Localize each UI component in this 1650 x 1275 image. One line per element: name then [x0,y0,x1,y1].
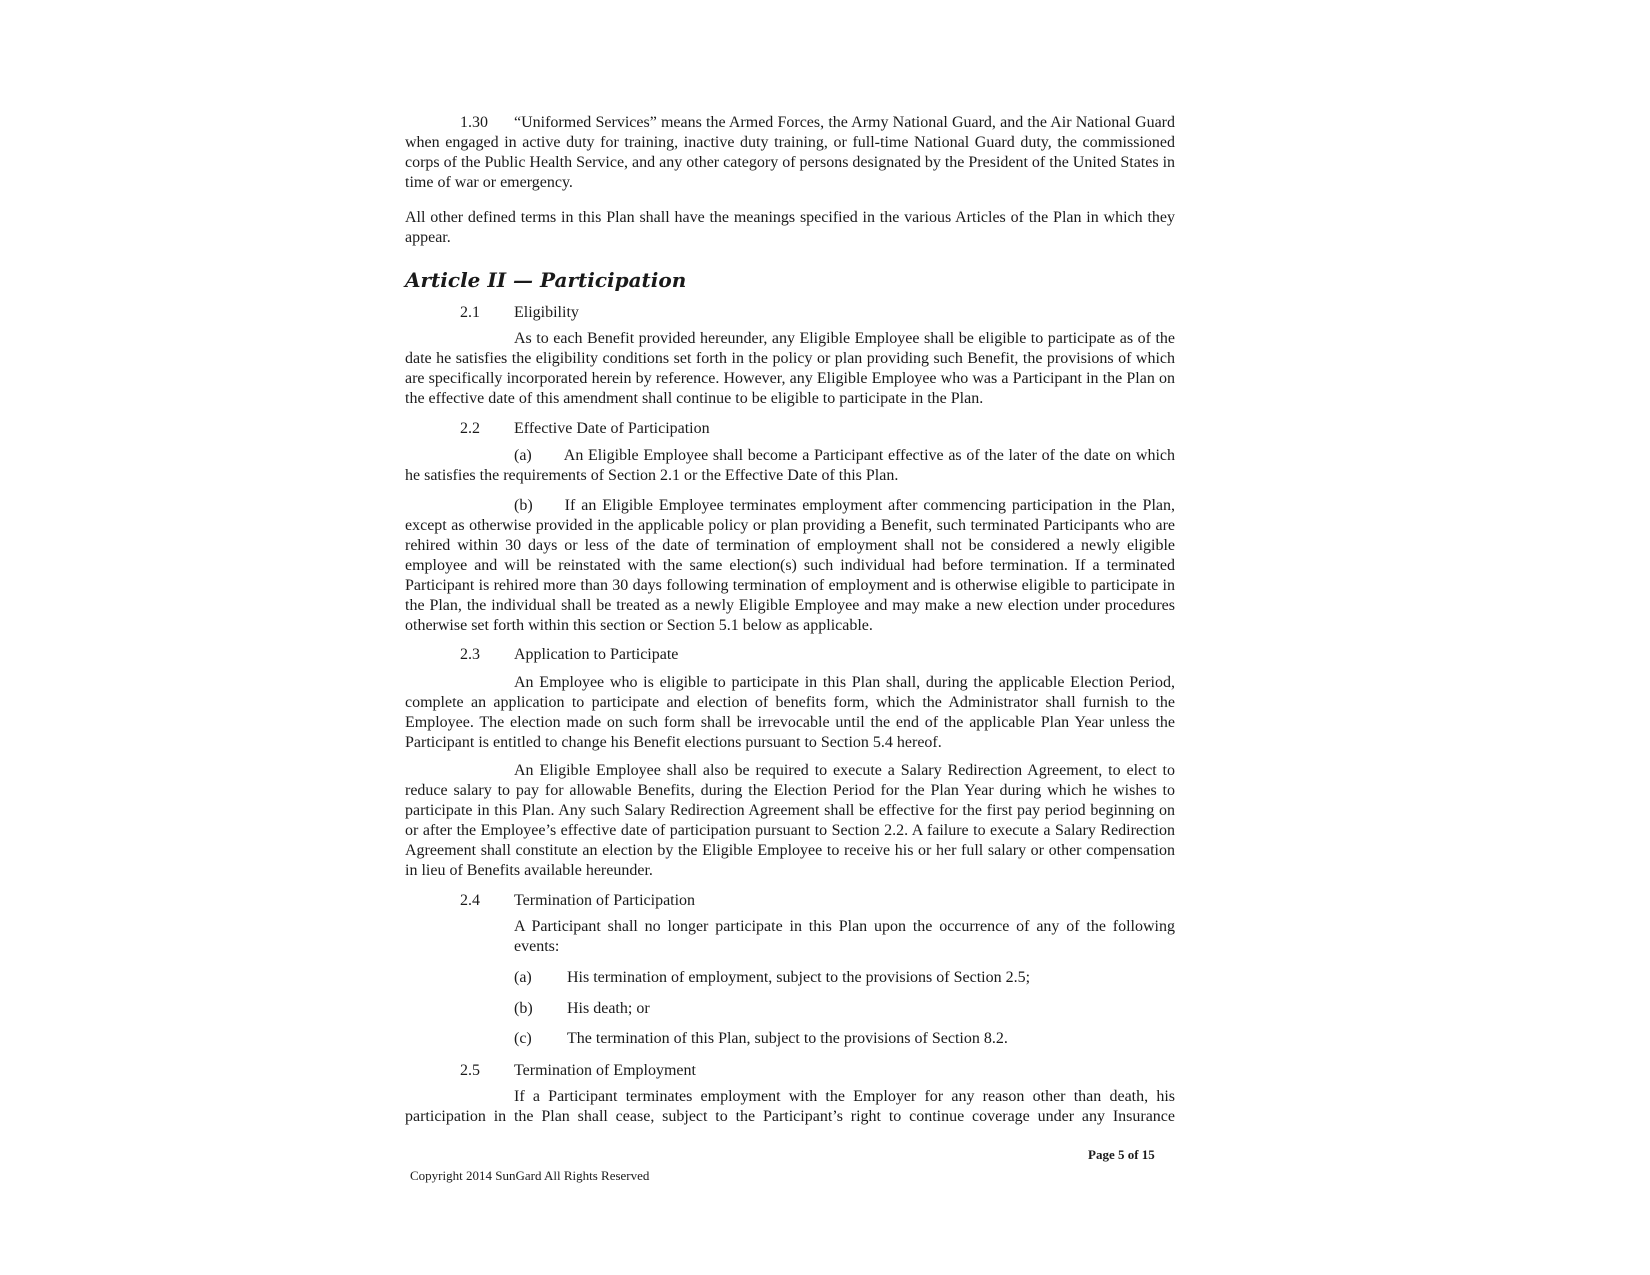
list-label: (b) [514,1000,533,1017]
list-item [514,999,650,1019]
other-terms-paragraph: All other defined terms in this Plan shall have the meanings specified in the various Articles of the Plan in which they appear. [405,209,1175,246]
section-2-3-p1: An Employee who is eligible to participate in this Plan shall, during the applicable Election Period, complete an application to participate and election of benefits form, which the Administrator shall furnish to the Employee. The election made on such form shall be irrevocable until the end of the applicable Plan Year unless the Participant is entitled to change his Benefit elections pursuant to Section 5.4 hereof. [405,674,1175,751]
section-title: Application to Participate [514,646,679,663]
section-number: 2.2 [460,420,480,437]
list-text: The termination of this Plan, subject to the provisions of Section 8.2. [567,1030,1008,1047]
section-number: 2.1 [460,304,480,321]
section-title: Termination of Employment [514,1062,696,1079]
list-item [514,1029,1008,1049]
section-2-2-a: (a) An Eligible Employee shall become a Participant effective as of the later of the date on which he satisfies the requirements of Section 2.1 or the Effective Date of this Plan. [405,447,1175,484]
list-text: His death; or [567,1000,650,1017]
copyright: Copyright 2014 SunGard All Rights Reserved [410,1168,650,1183]
section-2-1-text: As to each Benefit provided hereunder, any Eligible Employee shall be eligible to participate as of the date he satisfies the eligibility conditions set forth in the policy or plan providing such Benefit, the provisions of which are specifically incorporated herein by reference. However, any Eligible Employee who was a Participant in the Plan on the effective date of this amendment shall continue to be eligible to participate in the Plan. [405,330,1175,407]
section-text: “Uniformed Services” means the Armed Forces, the Army National Guard, and the Air National Guard when engaged in active duty for training, inactive duty training, or full-time National Guard duty, the commissioned corps of the Public Health Service, and any other category of persons designated by the President of the United States in time of war or emergency. [405,114,1176,191]
section-2-5-text: If a Participant terminates employment with the Employer for any reason other than death, his participation in the Plan shall cease, subject to the Participant’s right to continue coverage under any Insurance [405,1088,1175,1125]
list-text: His termination of employment, subject to the provisions of Section 2.5; [567,969,1031,986]
section-title: Eligibility [514,304,579,321]
section-1-30 [405,113,1175,193]
article-heading: Article II — Participation [405,268,687,292]
page-number: Page 5 of 15 [1088,1147,1155,1162]
section-number: 2.3 [460,646,480,663]
section-2-4-text: A Participant shall no longer participate in this Plan upon the occurrence of any of the following events: [514,918,1175,955]
section-title: Effective Date of Participation [514,420,710,437]
section-2-2-b: (b) If an Eligible Employee terminates employment after commencing participation in the Plan, except as otherwise provided in the applicable policy or plan providing a Benefit, such terminated Participants who are rehired within 30 days or less of the date of termination of employment shall not be considered a newly eligible employee and will be reinstated with the same election(s) such individual had before termination. If a terminated Participant is rehired more than 30 days following termination of employment and is otherwise eligible to participate in the Plan, the individual shall be treated as a newly Eligible Employee and may make a new election under procedures otherwise set forth within this section or Section 5.1 below as applicable. [405,497,1175,634]
section-number: 2.4 [460,892,480,909]
list-label: (c) [514,1030,532,1047]
section-2-3-p2: An Eligible Employee shall also be required to execute a Salary Redirection Agreement, to elect to reduce salary to pay for allowable Benefits, during the Election Period for the Plan Year during which he wishes to participate in this Plan. Any such Salary Redirection Agreement shall be effective for the first pay period beginning on or after the Employee’s effective date of participation pursuant to Section 2.2. A failure to execute a Salary Redirection Agreement shall constitute an election by the Eligible Employee to receive his or her full salary or other compensation in lieu of Benefits available hereunder. [405,762,1175,879]
list-label: (a) [514,969,532,986]
section-number: 2.5 [460,1062,480,1079]
section-number: 1.30 [460,114,488,131]
list-item [514,968,1030,988]
section-title: Termination of Participation [514,892,696,909]
